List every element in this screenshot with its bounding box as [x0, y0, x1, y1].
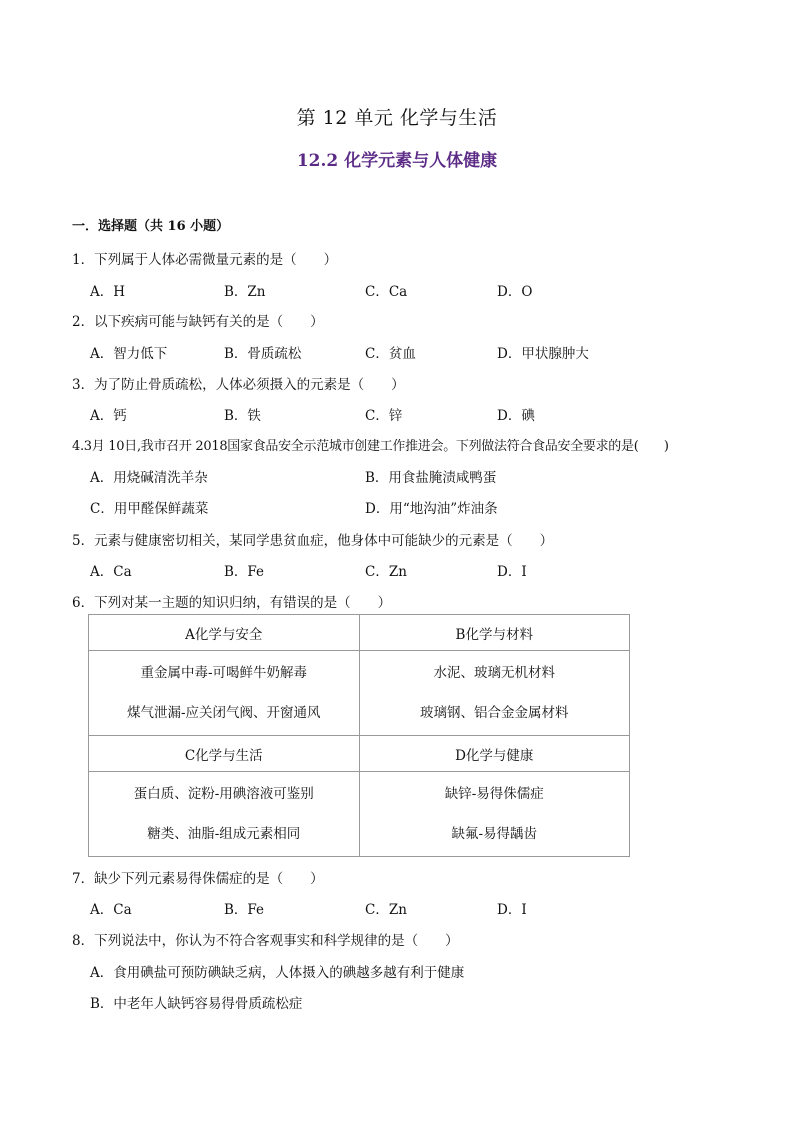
table-cell-c	[89, 772, 360, 857]
question-3: 3．为了防止骨质疏松，人体必须摄入的元素是（ ）	[72, 377, 405, 393]
q2-option-d[interactable]: D．甲状腺肿大	[497, 346, 589, 362]
q2-option-c[interactable]: C．贫血	[365, 346, 416, 362]
section-heading: 一．选择题（共 16 小题）	[72, 219, 230, 234]
q7-option-c[interactable]: C．Zn	[365, 902, 407, 918]
q4-option-d[interactable]: D．用“地沟油”炸油条	[365, 501, 498, 517]
page-title: 第 12 单元 化学与生活	[296, 107, 498, 129]
question-8: 8．下列说法中，你认为不符合客观事实和科学规律的是（ ）	[72, 933, 459, 949]
table-a-line-1: 重金属中毒-可喝鲜牛奶解毒	[140, 665, 308, 681]
q5-option-d[interactable]: D．I	[497, 564, 527, 580]
q5-option-c[interactable]: C．Zn	[365, 564, 407, 580]
q5-option-a[interactable]: A．Ca	[90, 564, 132, 580]
q3-option-b[interactable]: B．铁	[224, 408, 261, 424]
q4-option-b[interactable]: B．用食盐腌渍咸鸭蛋	[365, 470, 497, 486]
table-head-b: B化学与材料	[359, 615, 630, 651]
q8-option-b[interactable]: B．中老年人缺钙容易得骨质疏松症	[90, 996, 303, 1012]
q4-option-c[interactable]: C．用甲醛保鲜蔬菜	[90, 501, 209, 517]
table-d-line-1: 缺锌-易得侏儒症	[444, 786, 544, 802]
table-cell-d	[359, 772, 630, 857]
q7-option-b[interactable]: B．Fe	[224, 902, 265, 918]
question-4: 4.3月 10日,我市召开 2018国家食品安全示范城市创建工作推进会。下列做法符合食品安全要求的是( )	[72, 439, 669, 454]
table-head-c: C化学与生活	[89, 736, 360, 772]
question-5: 5．元素与健康密切相关，某同学患贫血症，他身体中可能缺少的元素是（ ）	[72, 533, 554, 549]
q4-option-a[interactable]: A．用烧碱清洗羊杂	[90, 470, 208, 486]
question-7: 7．缺少下列元素易得侏儒症的是（ ）	[72, 871, 324, 887]
table-d-line-2: 缺氟-易得龋齿	[451, 826, 538, 842]
q3-option-d[interactable]: D．碘	[497, 408, 535, 424]
q1-option-c[interactable]: C．Ca	[365, 284, 408, 300]
question-1: 1．下列属于人体必需微量元素的是（ ）	[72, 252, 338, 268]
table-head-d: D化学与健康	[359, 736, 630, 772]
table-c-line-1: 蛋白质、淀粉-用碘溶液可鉴别	[133, 786, 314, 802]
q8-option-a[interactable]: A．食用碘盐可预防碘缺乏病，人体摄入的碘越多越有利于健康	[90, 965, 465, 981]
table-a-line-2: 煤气泄漏-应关闭气阀、开窗通风	[126, 705, 321, 721]
question-2: 2．以下疾病可能与缺钙有关的是（ ）	[72, 314, 324, 330]
q5-option-b[interactable]: B．Fe	[224, 564, 265, 580]
table-cell-a	[89, 651, 360, 736]
table-b-line-1: 水泥、玻璃无机材料	[433, 665, 555, 681]
q2-option-b[interactable]: B．骨质疏松	[224, 346, 302, 362]
q7-option-a[interactable]: A．Ca	[90, 902, 132, 918]
q3-option-a[interactable]: A．钙	[90, 408, 127, 424]
q1-option-d[interactable]: D．O	[497, 284, 533, 300]
q3-option-c[interactable]: C．锌	[365, 408, 403, 424]
table-cell-b	[359, 651, 630, 736]
table-c-line-2: 糖类、油脂-组成元素相同	[147, 826, 301, 842]
table-b-line-2: 玻璃钢、铝合金金属材料	[420, 705, 569, 721]
question-6: 6．下列对某一主题的知识归纳，有错误的是（ ）	[72, 595, 392, 611]
page-subtitle: 12.2 化学元素与人体健康	[296, 151, 498, 171]
q1-option-b[interactable]: B．Zn	[224, 284, 266, 300]
q1-option-a[interactable]: A．H	[90, 284, 126, 300]
table-head-a: A化学与安全	[89, 615, 360, 651]
knowledge-table	[88, 614, 630, 857]
q7-option-d[interactable]: D．I	[497, 902, 527, 918]
q2-option-a[interactable]: A．智力低下	[90, 346, 168, 362]
